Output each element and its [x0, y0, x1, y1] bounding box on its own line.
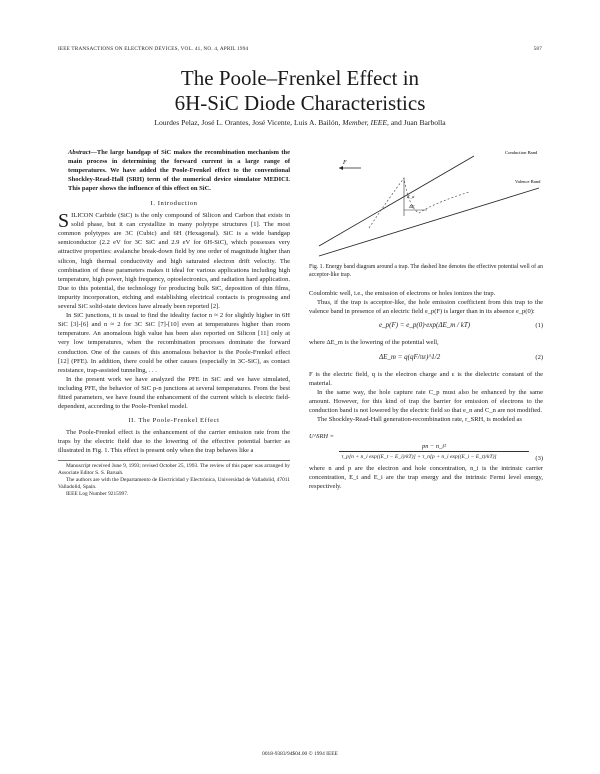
- intro-p1-text: ILICON Carbide (SiC) is the only compound of Silicon and Carbon that exists in solid phase, but it can crystallize in many polytype structures [1]. The most common polytypes are 3C (Cubic) and 6H (Hexagonal). SiC is a wide bandgap semiconductor (2.2 eV for 3C SiC and 2.9 eV for 6H-SiC), which possesses very attractive properties: avalanche break-down field by one order of magnitude higher than silicon, high thermal conductivity and high saturated electron drift velocity. The combination of these parameters makes it ideal for various applications including high temperature, high power, high frequency, optoelectronics, and radiation hard application. Due to this potential, the technology for producing bulk SiC, deposition of thin films, impurity incorporation, etching and establishing electrical contacts is progressing and several SiC solid-state devices have already been reported [2].: [58, 212, 290, 311]
- abstract-text: —The large bandgap of SiC makes the recombination mechanism the main process in determining the forward current in a large range of temperatures. We have added the Poole-Frenkel effect to the conventional Shockley-Read-Hall (SRH) term of the numerical device simulator MEDICI. This paper shows the influence of this effect on SiC.: [68, 149, 290, 192]
- left-column: [58, 148, 290, 499]
- right-paragraph-4: F is the electric field, q is the electron charge and ε is the dielectric constant of the material.: [309, 370, 543, 387]
- intro-paragraph-3: In the present work we have analyzed the PFE in SiC and we have simulated, including PFE, the behavior of SiC p-n junctions at several temperatures. From the best fitted parameters, we have found the enhancement of the current which is electric field-dependent, according to the Poole-Frenkel model.: [58, 375, 290, 411]
- copyright-line: 0018-9383/94$04.00 © 1994 IEEE: [262, 751, 338, 757]
- label-activation-energy: E_a: [407, 194, 415, 199]
- equation-2: [309, 348, 543, 370]
- effective-well-dashed: [369, 178, 469, 228]
- equation-3-lhs: U^SRH =: [309, 433, 334, 441]
- footnote: [58, 460, 290, 499]
- pf-paragraph-1: The Poole-Frenkel effect is the enhancement of the carrier emission rate from the traps by the electric field due to the lowering of the effective potential barrier as illustrated in Fig. 1. This effect is present only when the trap behaves like a: [58, 429, 290, 455]
- band-diagram: [309, 148, 543, 258]
- right-paragraph-2: Thus, if the trap is acceptor-like, the hole emission coefficient from this trap to the valence band in presence of an electric field e_p(F) is larger than in its absence e_p(0):: [309, 299, 543, 316]
- label-lowering: ΔE: [409, 204, 415, 209]
- intro-paragraph-1: [58, 211, 290, 311]
- equation-1-expr: e_p(F) = e_p(0)·exp(ΔE_m / kT): [379, 321, 471, 330]
- field-arrowhead: [339, 166, 343, 170]
- footnote-affiliation: The authors are with the Departamento de Electricidad y Electrónica, Universidad de Valladolid, 47011 Valladolid, Spain.: [58, 476, 290, 491]
- abstract-label: Abstract: [68, 149, 91, 156]
- equation-1-number: (1): [535, 322, 543, 330]
- valence-band-line: [319, 188, 539, 256]
- equation-3-body: [309, 432, 529, 462]
- right-paragraph-7: where n and p are the electron and hole concentration, n_i is the intrinsic carrier concentration, E_t and E_i are the trap energy and the intrinsic Fermi level energy, respectively.: [309, 465, 543, 491]
- label-conduction-band: Conduction Band: [505, 150, 538, 155]
- intro-paragraph-2: In SiC junctions, it is usual to find the ideality factor n ≈ 2 for slightly higher in 6H SiC [3]-[6] and n ≈ 2 for 3C SiC [7]-[10] even at temperatures higher than room temperature. An anomalous high value has been also reported on Silicon [11] only at very low temperatures, when the recombination processes dominate the forward conduction. One of the causes of this anomalous behavior is the Poole-Frenkel effect [12] (PFE). In addition, there could be other causes (especially in 3C-SiC), as contact resistance, trap-assisted tunneling, . . .: [58, 312, 290, 374]
- section-heading-intro: I. Introduction: [150, 200, 198, 207]
- authors-main: Lourdes Pelaz, José L. Orantes, José Vicente, Luis A. Bailón,: [154, 118, 341, 127]
- equation-3: [309, 424, 543, 464]
- title-line-1: The Poole–Frenkel Effect in: [180, 66, 420, 90]
- title-line-2: 6H-SiC Diode Characteristics: [174, 91, 426, 115]
- paper-title: [0, 66, 600, 116]
- page-number: 587: [533, 46, 542, 52]
- running-header: [58, 46, 542, 56]
- equation-3-number: (3): [535, 455, 543, 463]
- figure-caption: Fig. 1. Energy band diagram around a trap. The dashed line denotes the effective potential well of an acceptor-like trap.: [309, 264, 543, 278]
- right-paragraph-1: Coulombic well, i.e., the emission of electrons or holes ionizes the trap.: [309, 290, 496, 298]
- footnote-ieee-log: IEEE Log Number 9215997.: [66, 491, 129, 498]
- authors-member: Member, IEEE,: [342, 118, 389, 127]
- right-column: [309, 148, 543, 491]
- label-field: F: [343, 160, 347, 166]
- equation-3-denominator: τ_p[n + n_i exp((E_t − E_i)/kT)] + τ_n[p + n_i exp((E_i − E_t)/kT)]: [341, 454, 497, 461]
- section-heading-pf: II. The Poole-Frenkel Effect: [128, 417, 220, 425]
- journal-header: IEEE TRANSACTIONS ON ELECTRON DEVICES, VOL. 41, NO. 4, APRIL 1994: [58, 46, 249, 52]
- right-paragraph-3: where ΔE_m is the lowering of the potential well,: [309, 339, 439, 347]
- equation-2-number: (2): [535, 353, 543, 361]
- right-paragraph-5: In the same way, the hole capture rate C_p must also be enhanced by the same amount. However, for this kind of trap the barrier for emission of electrons to the conduction band is not lowered by the electric field so that e_n and C_n are not modified.: [309, 388, 543, 414]
- authors-end: and Juan Barbolla: [390, 118, 446, 127]
- equation-2-expr: ΔE_m = q(qF/πε)^1/2: [379, 352, 441, 361]
- label-valence-band: Valence Band: [515, 179, 541, 184]
- drop-cap: S: [58, 210, 70, 233]
- footnote-received: Manuscript received June 9, 1993; revised October 25, 1993. The review of this paper was arranged by Associate Editor S. S. Baruah.: [58, 462, 290, 476]
- figure-1: [309, 148, 543, 258]
- right-paragraph-6: The Shockley-Read-Hall generation-recombination rate, r_SRH, is modeled as: [317, 416, 522, 424]
- equation-1: [309, 316, 543, 338]
- author-list: [0, 118, 600, 127]
- abstract: [68, 148, 290, 193]
- equation-3-numerator: pn − n_i²: [339, 442, 529, 452]
